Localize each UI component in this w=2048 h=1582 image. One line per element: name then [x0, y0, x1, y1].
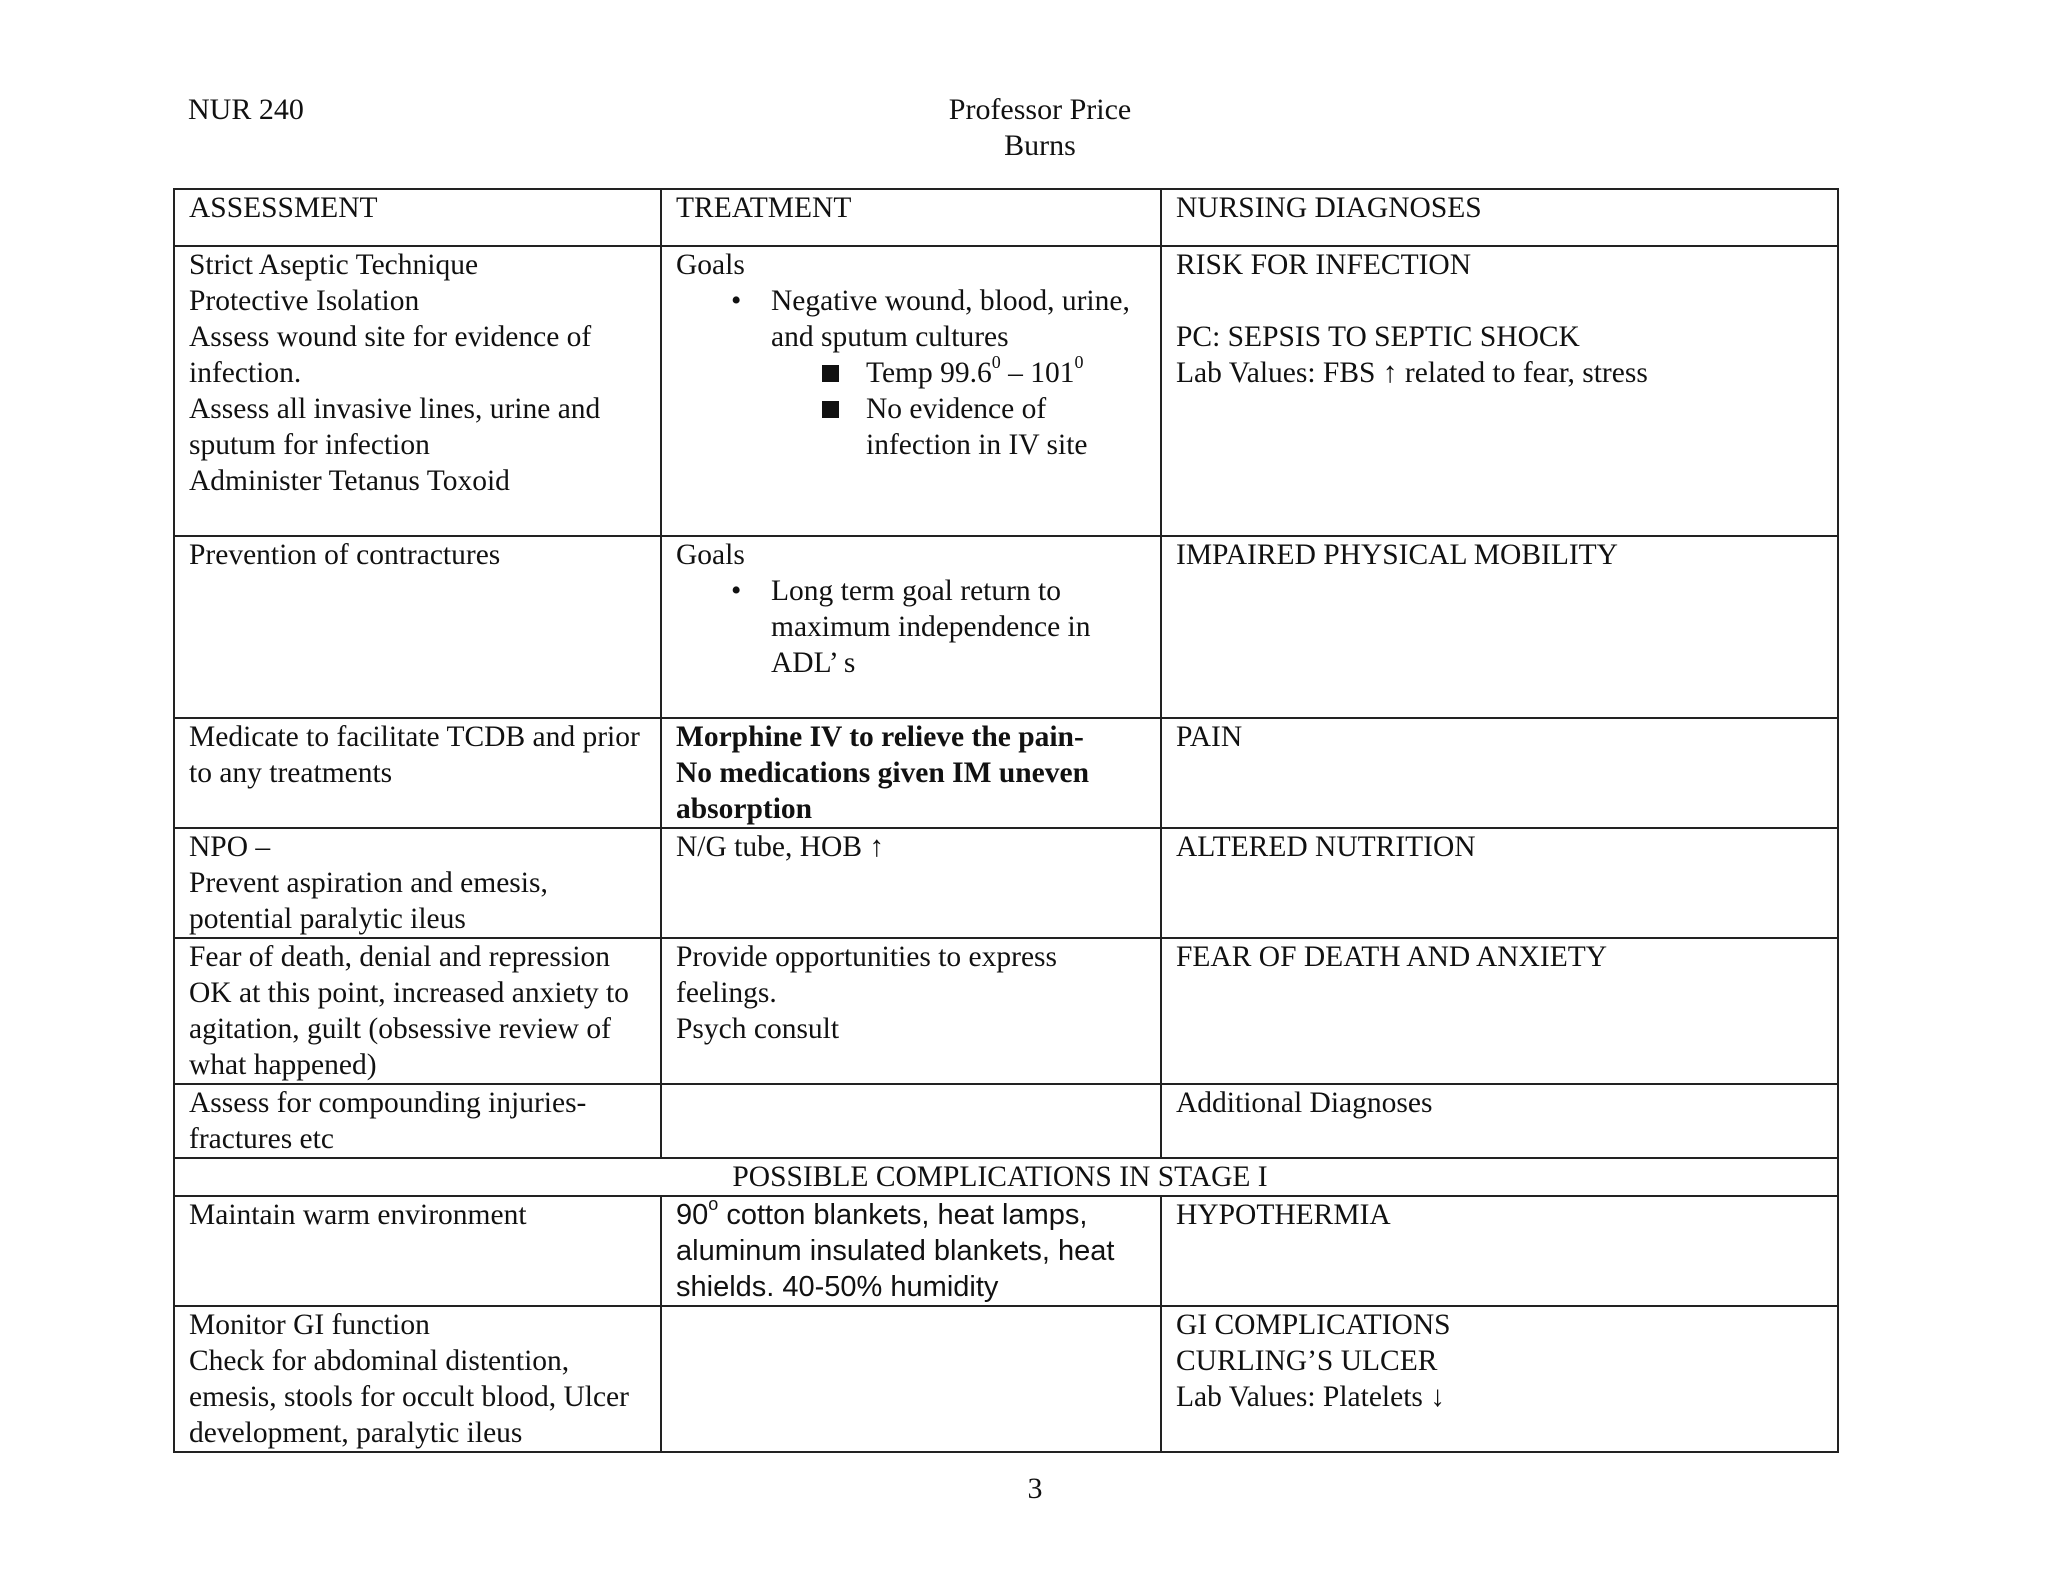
- assessment-cell: Assess for compounding injuries-fractures etc: [174, 1084, 661, 1158]
- goals-list: [676, 283, 1148, 463]
- list-item: • Negative wound, blood, urine, and sputum cultures Temp $99.6^0 - 101^0$ No evidence of infection in IV site: [771, 283, 1148, 463]
- diagnoses-cell: PAIN: [1161, 718, 1838, 828]
- column-header-nursing-diagnoses: NURSING DIAGNOSES: [1161, 189, 1838, 246]
- diagnoses-cell: RISK FOR INFECTION PC: SEPSIS TO SEPTIC SHOCK Lab Values: FBS ↑ related to fear, stress: [1161, 246, 1838, 536]
- treatment-cell: Morphine IV to relieve the pain- No medications given IM uneven absorption: [661, 718, 1161, 828]
- diagnoses-cell: FEAR OF DEATH AND ANXIETY: [1161, 938, 1838, 1084]
- page-number: 3: [1027, 1472, 1043, 1505]
- table-row: [174, 938, 1838, 1084]
- assessment-cell: Monitor GI function Check for abdominal distention, emesis, stools for occult blood, Ulcer development, paralytic ileus: [174, 1306, 661, 1452]
- diagnoses-cell: IMPAIRED PHYSICAL MOBILITY: [1161, 536, 1838, 718]
- assessment-cell: Fear of death, denial and repression OK at this point, increased anxiety to agitation, guilt (obsessive review of what happened): [174, 938, 661, 1084]
- treatment-cell: [661, 1306, 1161, 1452]
- diagnoses-cell: Additional Diagnoses: [1161, 1084, 1838, 1158]
- column-header-assessment: ASSESSMENT: [174, 189, 661, 246]
- treatment-cell: [661, 246, 1161, 536]
- sub-goals-list: [676, 352, 1148, 463]
- assessment-cell: Strict Aseptic Technique Protective Isolation Assess wound site for evidence of infection. Assess all invasive lines, urine and sputum for infection Administer Tetanus Toxoid: [174, 246, 661, 536]
- column-header-treatment: TREATMENT: [661, 189, 1161, 246]
- diagnoses-cell: HYPOTHERMIA: [1161, 1196, 1838, 1306]
- table-row: [174, 246, 1838, 536]
- list-item: No evidence of infection in IV site: [866, 391, 1148, 463]
- goals-label: Goals: [676, 539, 745, 571]
- document-header: [740, 92, 1340, 164]
- table-row: [174, 718, 1838, 828]
- diagnoses-cell: GI COMPLICATIONS CURLING’S ULCER Lab Values: Platelets ↓: [1161, 1306, 1838, 1452]
- list-item: • Long term goal return to maximum independence in ADL’ s: [771, 573, 1148, 681]
- treatment-cell: Provide opportunities to express feelings. Psych consult: [661, 938, 1161, 1084]
- treatment-cell: [661, 1084, 1161, 1158]
- diagnoses-cell: ALTERED NUTRITION: [1161, 828, 1838, 938]
- course-code: NUR 240: [188, 93, 304, 126]
- list-item: Temp $99.6^0 - 101^0$: [866, 355, 1148, 391]
- goals-list: [676, 573, 1148, 681]
- table-row: [174, 1306, 1838, 1452]
- table-row: [174, 828, 1838, 938]
- treatment-cell: 90$^o$ cotton blankets, heat lamps, aluminum insulated blankets, heat shields. 40-50% humidity: [661, 1196, 1161, 1306]
- assessment-cell: Prevention of contractures: [174, 536, 661, 718]
- care-plan-table: [173, 188, 1839, 1453]
- professor-name: Professor Price: [948, 93, 1132, 126]
- assessment-cell: NPO – Prevent aspiration and emesis, potential paralytic ileus: [174, 828, 661, 938]
- treatment-cell: [661, 536, 1161, 718]
- table-row: [174, 1196, 1838, 1306]
- table-row: [174, 536, 1838, 718]
- section-heading: POSSIBLE COMPLICATIONS IN STAGE I: [174, 1158, 1838, 1196]
- document-topic: Burns: [1004, 129, 1076, 162]
- table-row: [174, 1084, 1838, 1158]
- table-header-row: [174, 189, 1838, 246]
- goals-label: Goals: [676, 249, 745, 281]
- treatment-cell: N/G tube, HOB ↑: [661, 828, 1161, 938]
- section-heading-row: [174, 1158, 1838, 1196]
- assessment-cell: Maintain warm environment: [174, 1196, 661, 1306]
- assessment-cell: Medicate to facilitate TCDB and prior to any treatments: [174, 718, 661, 828]
